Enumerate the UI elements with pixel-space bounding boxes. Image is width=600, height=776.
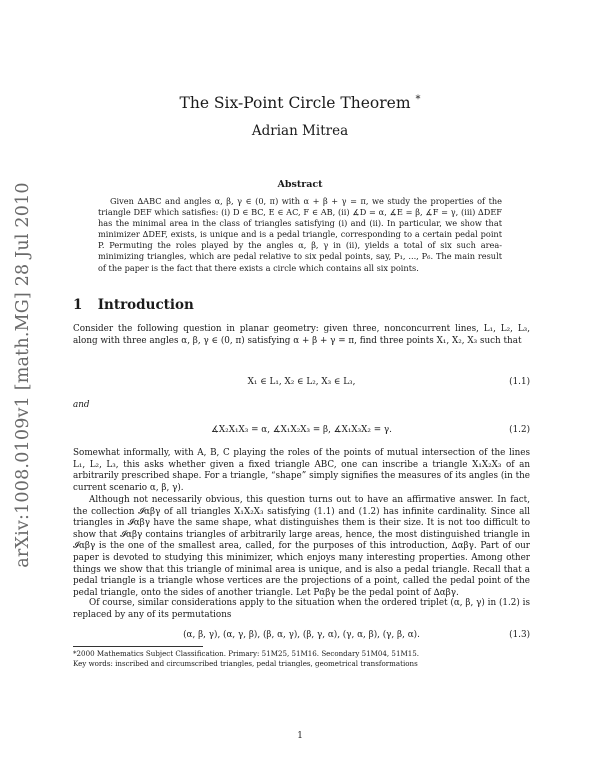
equation-1-1 [73, 376, 530, 388]
equation-1-1-body: X₁ ∈ L₁, X₂ ∈ L₂, X₃ ∈ L₃, [247, 377, 356, 387]
footnote-divider [73, 646, 203, 647]
equation-1-1-tag: (1.1) [509, 377, 530, 387]
equation-1-3-tag: (1.3) [509, 630, 530, 640]
paper-author: Adrian Mitrea [251, 123, 349, 139]
intro-paragraph-1: Consider the following question in planar geometry: given three, nonconcurrent lines, L₁, L₂, L₃, along with three angles α, β, γ ∈ (0, π) satisfying α + β + γ = π, find three points X₁, X₂, X₃ such that [73, 324, 530, 346]
title-footnote-mark: * [415, 94, 421, 105]
connector-and: and [73, 400, 90, 410]
equation-1-3 [73, 629, 530, 641]
equation-1-2-body: ∡X₂X₁X₃ = α, ∡X₁X₂X₃ = β, ∡X₁X₃X₂ = γ. [211, 425, 392, 435]
arxiv-identifier-stamp [12, 180, 34, 570]
page-number: 1 [297, 731, 303, 741]
section-title: Introduction [97, 297, 194, 313]
intro-paragraph-4: Of course, similar considerations apply to the situation when the ordered triplet (α, β, γ) in (1.2) is replaced by any of its permutations [73, 598, 530, 620]
intro-paragraph-3: Although not necessarily obvious, this question turns out to have an affirmative answer. In fact, the collection 𝓘αβγ of all triangles X₁X₂X₃ satisfying (1.1) and (1.2) has infinite cardinality. Since all triangles in 𝓘αβγ have the same shape, what distinguishes them is their size. It is not too difficult to show that 𝓘αβγ contains triangles of arbitrarily large areas, hence, the most distinguished triangle in 𝓘αβγ is the one of the smallest area, called, for the purposes of this introduction, ∆αβγ. Part of our paper is devoted to studying this minimizer, which enjoys many interesting properties. Among other things we show that this triangle of minimal area is unique, and is also a pedal triangle. Recall that a pedal triangle is a triangle whose vertices are the projections of a point, called the pedal point of the pedal triangle, onto the sides of another triangle. Let Pαβγ be the pedal point of ∆αβγ. [73, 495, 530, 598]
paper-title [0, 94, 600, 112]
equation-1-2 [73, 424, 530, 436]
section-number: 1 [73, 297, 83, 313]
equation-1-2-tag: (1.2) [509, 425, 530, 435]
abstract-text: Given ∆ABC and angles α, β, γ ∈ (0, π) with α + β + γ = π, we study the properties of the triangle DEF which satisfies: (i) D ∈ BC, E ∈ AC, F ∈ AB, (ii) ∡D = α, ∡E = β, ∡F = γ, (iii) ∆DEF has the minimal area in the class of triangles satisfying (i) and (ii). In particular, we show that minimizer ∆DEF, exists, is unique and is a pedal triangle, corresponding to a certain pedal point P. Permuting the roles played by the angles α, β, γ in (ii), yields a total of six such area-minimizing triangles, which are pedal relative to six pedal points, say, P₁, ..., P₆. The main result of the paper is the fact that there exists a circle which contains all six points. [98, 196, 502, 273]
footnote-msc: *2000 Mathematics Subject Classification. Primary: 51M25, 51M16. Secondary 51M04, 51M15. [73, 649, 420, 658]
section-heading [73, 297, 194, 313]
arxiv-identifier-text: arXiv:1008.0109v1 [math.MG] 28 Jul 2010 [13, 182, 33, 568]
abstract-heading: Abstract [277, 179, 323, 190]
footnote-keywords: Key words: inscribed and circumscribed triangles, pedal triangles, geometrical transformations [73, 659, 418, 668]
intro-paragraph-2: Somewhat informally, with A, B, C playing the roles of the points of mutual intersection of the lines L₁, L₂, L₃, this asks whether given a fixed triangle ABC, one can inscribe a triangle X₁X₂X₃ of an arbitrarily prescribed shape. For a triangle, “shape” simply signifies the measures of its angles (in the current scenario α, β, γ). [73, 448, 530, 493]
paper-title-text: The Six-Point Circle Theorem [179, 94, 411, 113]
equation-1-3-body: (α, β, γ), (α, γ, β), (β, α, γ), (β, γ, α), (γ, α, β), (γ, β, α). [183, 630, 420, 640]
